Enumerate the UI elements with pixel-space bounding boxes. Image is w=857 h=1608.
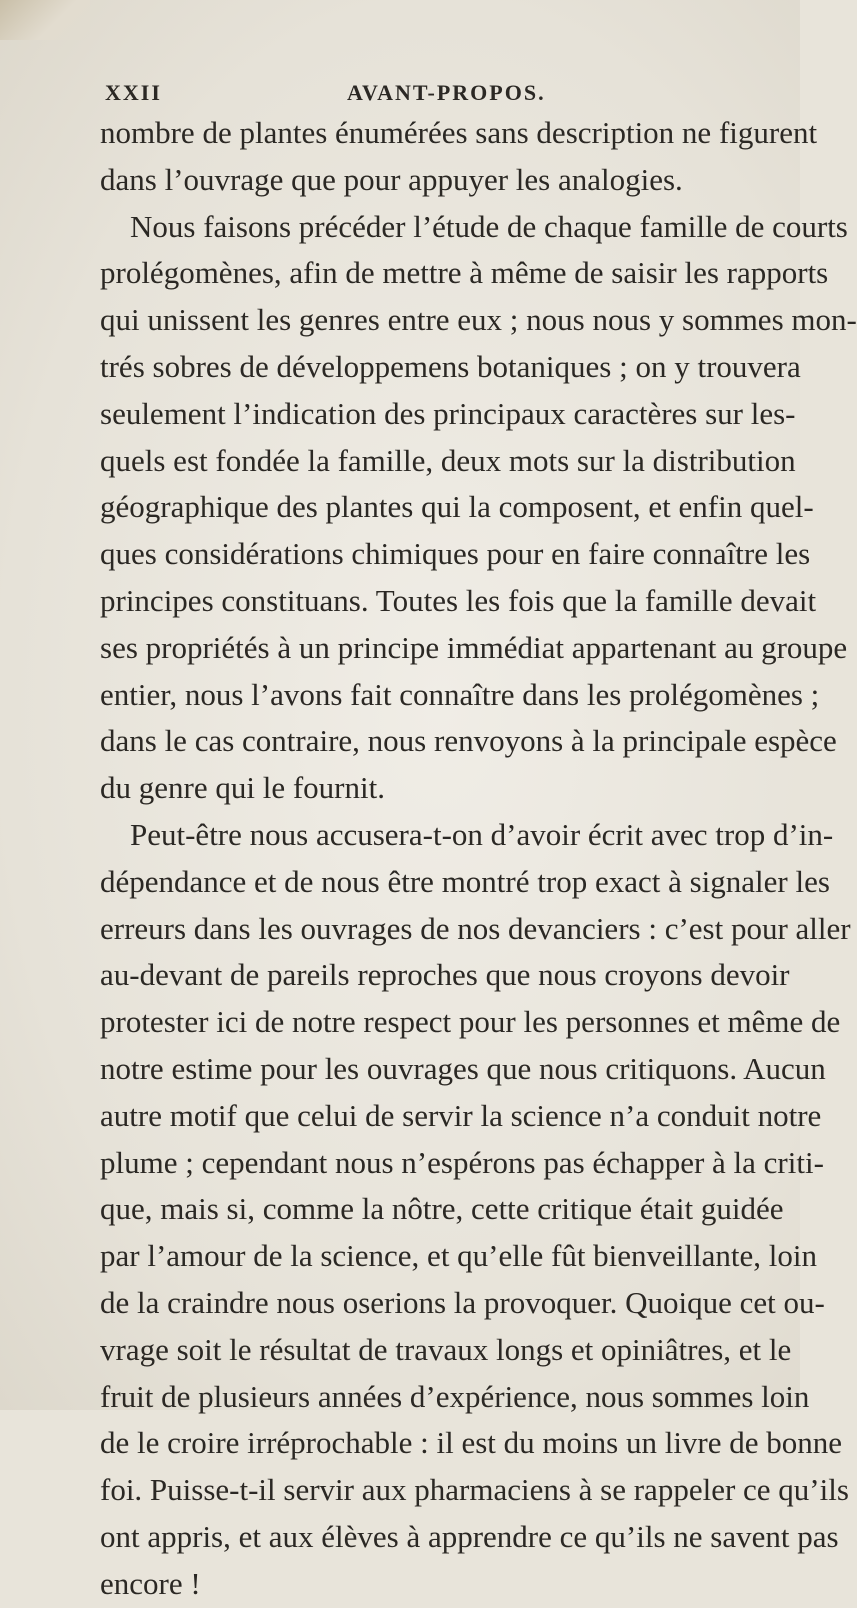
text-line: au-devant de pareils reproches que nous croyons devoir [100,957,790,993]
text-line: principes constituans. Toutes les fois que la famille devait [100,582,817,618]
text-line: par l’amour de la science, et qu’elle fût bienveillante, loin [100,1238,818,1274]
text-line: autre motif que celui de servir la science n’a conduit notre [100,1097,822,1133]
text-line: seulement l’indication des principaux caractères sur les- [100,395,796,431]
text-line: du genre qui le fournit. [100,770,385,806]
body-text [100,110,857,1608]
running-title: AVANT-PROPOS. [347,80,546,105]
text-line: notre estime pour les ouvrages que nous critiquons. Aucun [100,1050,826,1086]
text-line: vrage soit le résultat de travaux longs et opiniâtres, et le [100,1331,792,1367]
text-line: géographique des plantes qui la composent, et enfin quel- [100,489,814,525]
text-line: de la craindre nous oserions la provoquer. Quoique cet ou- [100,1284,825,1320]
text-line: ses propriétés à un principe immédiat appartenant au groupe [100,629,848,665]
text-line: dans l’ouvrage que pour appuyer les analogies. [100,161,683,197]
text-line: ques considérations chimiques pour en faire connaître les [100,536,811,572]
page-corner-stain [0,0,90,40]
text-line: dans le cas contraire, nous renvoyons à la principale espèce [100,723,837,759]
text-line: foi. Puisse-t-il servir aux pharmaciens à se rappeler ce qu’ils [100,1472,849,1508]
text-line: qui unissent les genres entre eux ; nous nous y sommes mon- [100,302,857,338]
text-line: dépendance et de nous être montré trop exact à signaler les [100,863,830,899]
text-line: trés sobres de développemens botaniques ; on y trouvera [100,348,801,384]
text-line: encore ! [100,1565,201,1601]
text-line: entier, nous l’avons fait connaître dans les prolégomènes ; [100,676,820,712]
paragraph-first-line: Nous faisons précéder l’étude de chaque famille de courts [130,208,848,244]
text-line: que, mais si, comme la nôtre, cette critique était guidée [100,1191,784,1227]
text-line: nombre de plantes énumérées sans description ne figurent [100,115,818,150]
text-line: quels est fondée la famille, deux mots sur la distribution [100,442,796,478]
text-line: plume ; cependant nous n’espérons pas échapper à la criti- [100,1144,824,1180]
text-line: prolégomènes, afin de mettre à même de saisir les rapports [100,255,829,291]
paragraph-first-line: Peut-être nous accusera-t-on d’avoir écrit avec trop d’in- [130,816,834,852]
text-line: fruit de plusieurs années d’expérience, nous sommes loin [100,1378,810,1414]
text-line: protester ici de notre respect pour les personnes et même de [100,1004,841,1040]
page-number: XXII [105,80,162,105]
text-line: ont appris, et aux élèves à apprendre ce qu’ils ne savent pas [100,1518,839,1554]
text-line: de le croire irréprochable : il est du moins un livre de bonne [100,1425,843,1461]
text-line: erreurs dans les ouvrages de nos devanciers : c’est pour aller [100,910,851,946]
